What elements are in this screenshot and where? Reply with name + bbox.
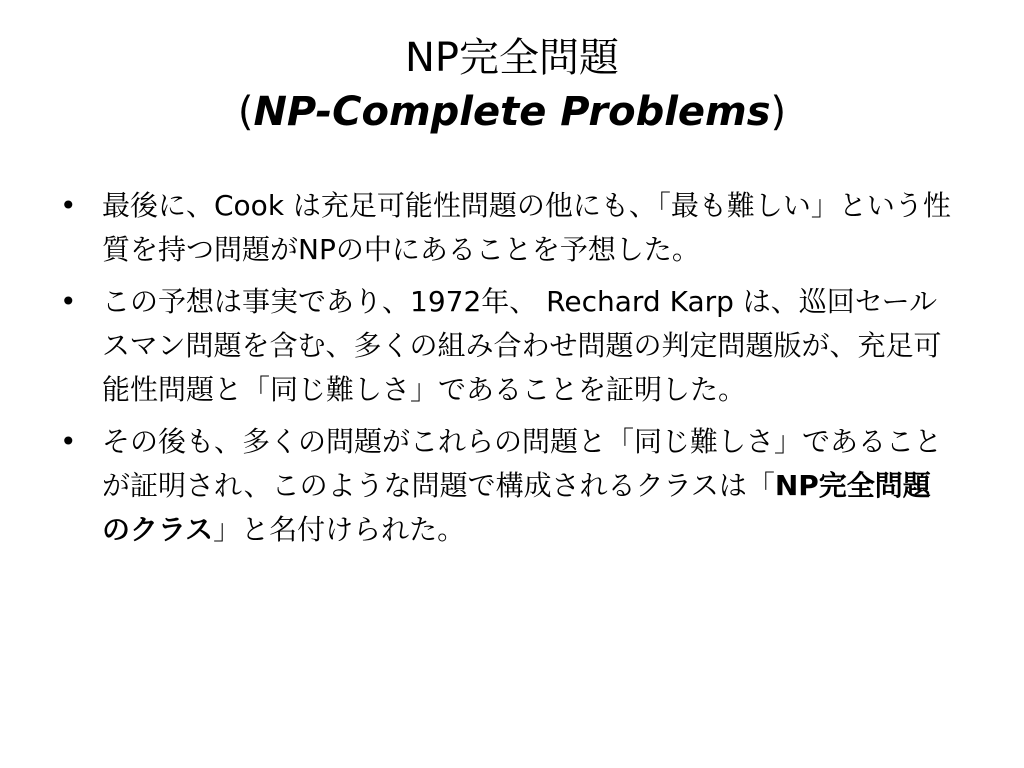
bullet-item-1 xyxy=(58,184,958,272)
title-open-paren: ( xyxy=(237,89,254,135)
title-line-1: NP完全問題 xyxy=(404,35,620,81)
bullet-dot-icon: • xyxy=(60,425,77,458)
title-line-2 xyxy=(0,88,1024,136)
title-english: NP-Complete Problems xyxy=(253,89,771,135)
title-close-paren: ) xyxy=(770,89,787,135)
bullet-item-2 xyxy=(58,280,958,412)
bullet-text-3-before: その後も、多くの問題がこれらの問題と「同じ難しさ」であることが証明され、このような問題で構成されるクラスは「 xyxy=(102,425,943,502)
bullet-dot-icon: • xyxy=(60,285,77,318)
bullet-item-3 xyxy=(58,420,958,552)
bullet-text-3-after: 」と名付けられた。 xyxy=(213,513,466,546)
bullet-list xyxy=(58,184,958,560)
bullet-text-3-bold: NP完全問題のクラス xyxy=(102,469,931,546)
bullet-dot-icon: • xyxy=(60,189,77,222)
bullet-text-2: この予想は事実であり、1972年、 Rechard Karp は、巡回セールスマン問題を含む、多くの組み合わせ問題の判定問題版が、充足可能性問題と「同じ難しさ」であることを証明した。 xyxy=(102,285,942,406)
slide-title xyxy=(0,34,1024,136)
bullet-text-1: 最後に、Cook は充足可能性問題の他にも、「最も難しい」という性質を持つ問題がNPの中にあることを予想した。 xyxy=(102,189,951,266)
